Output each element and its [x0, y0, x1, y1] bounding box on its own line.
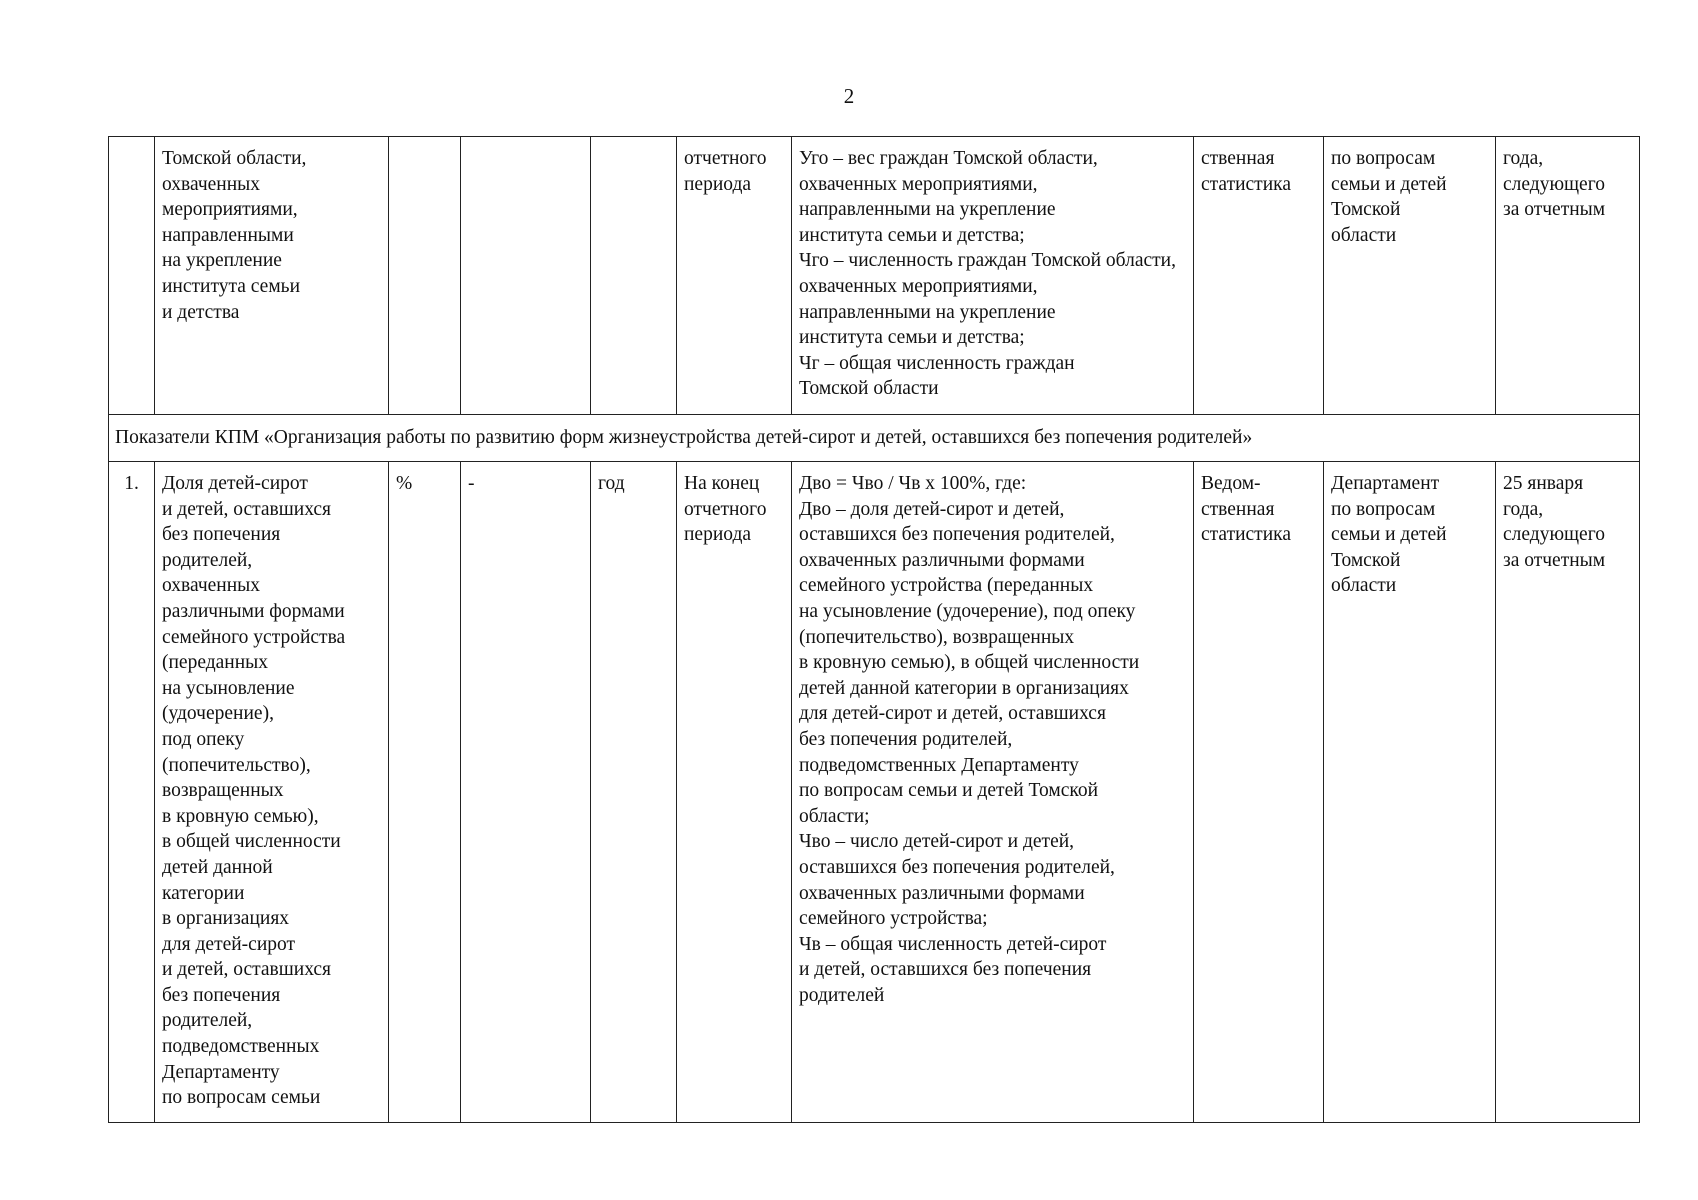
table-row-item-1: [109, 462, 1640, 1123]
cell-time-indicator: На конец отчетного периода: [677, 462, 792, 1123]
cell-periodicity: [591, 137, 677, 415]
cell-deadline: года, следующего за отчетным: [1496, 137, 1640, 415]
cell-dynamics: [461, 137, 591, 415]
cell-data-source: ственная статистика: [1194, 137, 1324, 415]
cell-periodicity: год: [591, 462, 677, 1123]
page-number: 2: [843, 84, 855, 108]
cell-responsible: Департамент по вопросам семьи и детей Томской области: [1324, 462, 1496, 1123]
table-row-section: [109, 415, 1640, 462]
cell-unit: %: [389, 462, 461, 1123]
indicators-table: [108, 136, 1640, 1123]
cell-dynamics: -: [461, 462, 591, 1123]
section-title: Показатели КПМ «Организация работы по развитию форм жизнеустройства детей-сирот и детей, оставшихся без попечения родителей»: [109, 415, 1640, 462]
cell-num: [109, 137, 155, 415]
cell-unit: [389, 137, 461, 415]
cell-time-indicator: отчетного периода: [677, 137, 792, 415]
cell-calculation-method: Уго – вес граждан Томской области, охваченных мероприятиями, направленными на укрепление института семьи и детства; Чго – численность граждан Томской области, охваченных мероприятиями, направленными на укрепление института семьи и детства; Чг – общая численность граждан Томской области: [792, 137, 1194, 415]
cell-num: 1.: [109, 462, 155, 1123]
table-row-continuation: [109, 137, 1640, 415]
cell-indicator-name: Томской области, охваченных мероприятиями, направленными на укрепление института семьи и детства: [155, 137, 389, 415]
cell-calculation-method: Дво = Чво / Чв х 100%, где: Дво – доля детей-сирот и детей, оставшихся без попечения родителей, охваченных различными формами семейного устройства (переданных на усыновление (удочерение), под опеку (попечительство), возвращенных в кровную семью), в общей численности детей данной категории в организациях для детей-сирот и детей, оставшихся без попечения родителей, подведомственных Департаменту по вопросам семьи и детей Томской области; Чво – число детей-сирот и детей, оставшихся без попечения родителей, охваченных различными формами семейного устройства; Чв – общая численность детей-сирот и детей, оставшихся без попечения родителей: [792, 462, 1194, 1123]
cell-data-source: Ведом- ственная статистика: [1194, 462, 1324, 1123]
cell-indicator-name: Доля детей-сирот и детей, оставшихся без попечения родителей, охваченных различными формами семейного устройства (переданных на усыновление (удочерение), под опеку (попечительство), возвращенных в кровную семью), в общей численности детей данной категории в организациях для детей-сирот и детей, оставшихся без попечения родителей, подведомственных Департаменту по вопросам семьи: [155, 462, 389, 1123]
cell-responsible: по вопросам семьи и детей Томской области: [1324, 137, 1496, 415]
cell-deadline: 25 января года, следующего за отчетным: [1496, 462, 1640, 1123]
